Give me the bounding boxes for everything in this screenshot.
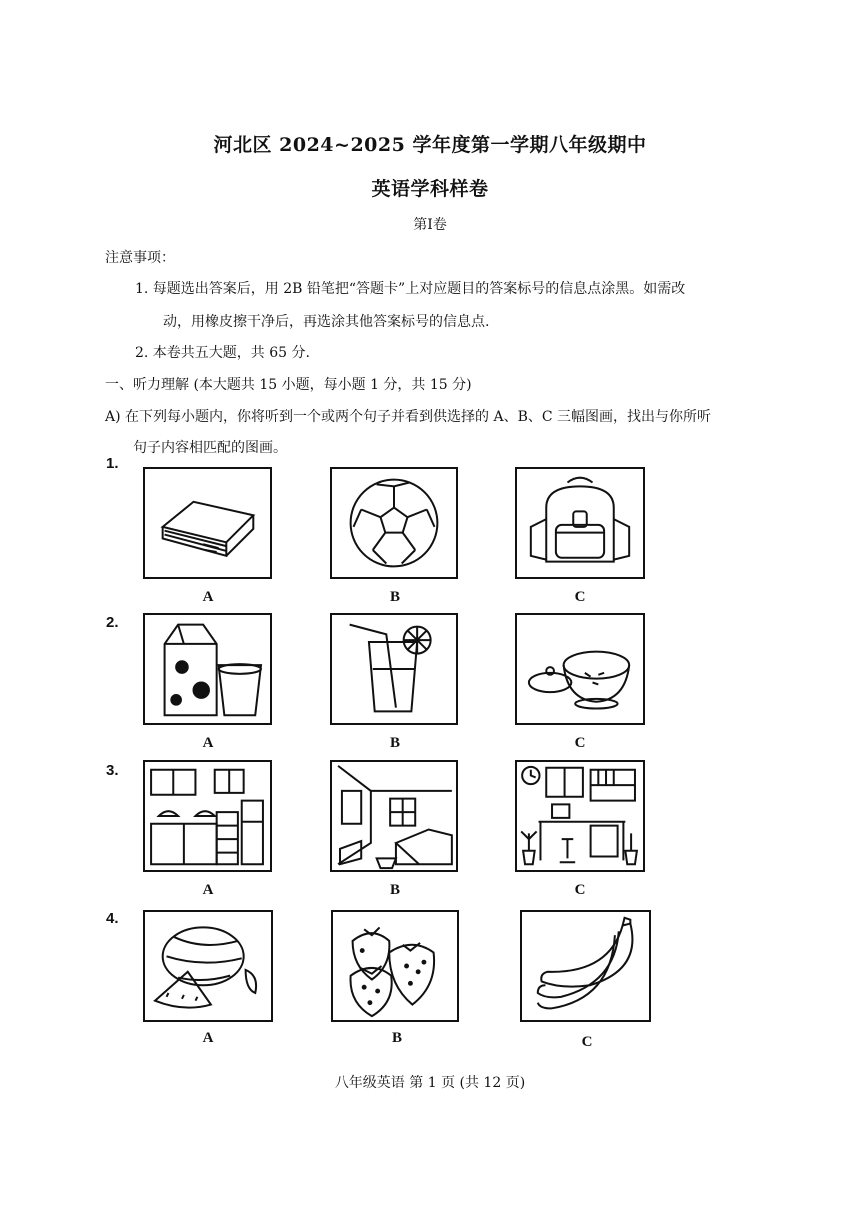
- exam-title: 河北区 2024~2025 学年度第一学期八年级期中: [213, 134, 647, 156]
- option-image[interactable]: [143, 613, 272, 725]
- juice-glass-icon: [332, 615, 456, 723]
- option-label: C: [574, 589, 586, 605]
- soccer-ball-icon: [332, 469, 456, 577]
- book-icon: [145, 469, 270, 577]
- banana-icon: [522, 912, 649, 1020]
- option-image[interactable]: [330, 760, 458, 872]
- option-label: C: [581, 1034, 593, 1050]
- option-label: A: [202, 1030, 214, 1046]
- page-footer: 八年级英语 第 1 页 (共 12 页): [334, 1075, 526, 1091]
- option-image[interactable]: [331, 910, 459, 1022]
- option-label: B: [389, 882, 400, 898]
- option-image[interactable]: [330, 467, 458, 579]
- strawberry-icon: [333, 912, 457, 1020]
- option-image[interactable]: [515, 467, 645, 579]
- notice-item-1: 1. 每题选出答案后，用 2B 铅笔把“答题卡”上对应题目的答案标号的信息点涂黑。如需改: [135, 281, 686, 297]
- kitchen-icon: [145, 762, 270, 870]
- question-number: 2.: [106, 614, 119, 631]
- question-number: 3.: [106, 762, 119, 779]
- part-a-instruction: A) 在下列每小题内，你将听到一个或两个句子并看到供选择的 A、B、C 三幅图画，找出与你所听: [105, 409, 712, 425]
- volume-label: 第Ⅰ卷: [413, 217, 447, 233]
- option-image[interactable]: [515, 613, 645, 725]
- option-label: C: [574, 882, 586, 898]
- option-image[interactable]: [520, 910, 651, 1022]
- question-number: 4.: [106, 910, 119, 927]
- watermelon-icon: [145, 912, 271, 1020]
- rice-bowl-icon: [517, 615, 643, 723]
- notice-item-2: 2. 本卷共五大题，共 65 分.: [135, 345, 310, 361]
- subject-title: 英语学科样卷: [371, 178, 489, 200]
- part-a-instruction-cont: 句子内容相匹配的图画。: [133, 440, 287, 456]
- milk-carton-icon: [145, 615, 270, 723]
- option-label: B: [391, 1030, 402, 1046]
- study-room-icon: [517, 762, 643, 870]
- option-label: C: [574, 735, 586, 751]
- backpack-icon: [517, 469, 643, 577]
- option-image[interactable]: [143, 910, 273, 1022]
- option-label: A: [202, 882, 214, 898]
- option-label: A: [202, 735, 214, 751]
- living-room-icon: [332, 762, 456, 870]
- option-label: B: [389, 589, 400, 605]
- option-image[interactable]: [143, 760, 272, 872]
- option-image[interactable]: [515, 760, 645, 872]
- option-image[interactable]: [143, 467, 272, 579]
- option-image[interactable]: [330, 613, 458, 725]
- option-label: A: [202, 589, 214, 605]
- notice-heading: 注意事项：: [105, 250, 175, 266]
- notice-item-1-cont: 动，用橡皮擦干净后，再选涂其他答案标号的信息点.: [163, 314, 490, 330]
- option-label: B: [389, 735, 400, 751]
- question-number: 1.: [106, 455, 119, 472]
- section-heading: 一、听力理解 (本大题共 15 小题，每小题 1 分，共 15 分): [105, 377, 472, 393]
